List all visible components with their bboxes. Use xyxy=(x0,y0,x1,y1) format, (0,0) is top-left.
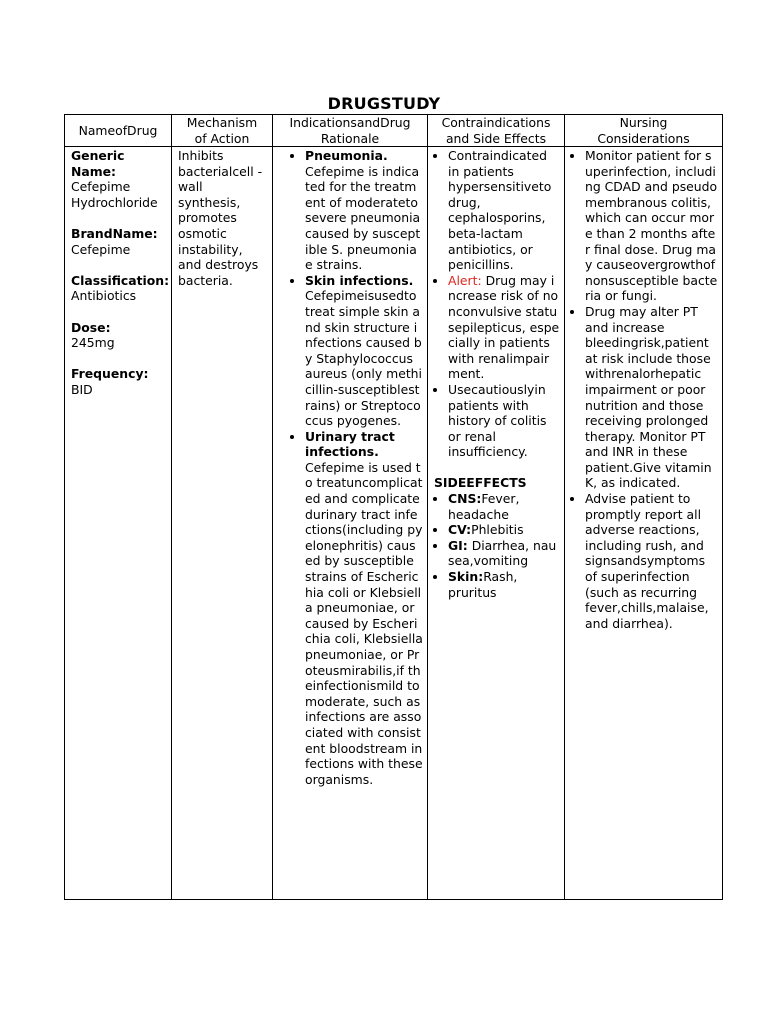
frequency-value: BID xyxy=(71,381,93,397)
header-mechanism: Mechanism of Action xyxy=(172,115,273,147)
contraindication-item: • Contraindicated in patients hypersensitiveto drug, cephalosporins, beta-lactam antibiotics, or penicillins. xyxy=(448,148,560,273)
brand-name-value: Cefepime xyxy=(71,241,131,257)
indication-heading: Skin infections. xyxy=(305,272,414,288)
classification-label: Classification: xyxy=(71,272,170,288)
mechanism-text: Inhibits bacterialcell - wall synthesis, promotes osmotic instability, and destroys bacteria. xyxy=(178,148,263,288)
indication-text: Cefepime is used to treatuncomplicated and complicatedurinary tract infections(including pyelonephritis) caused by susceptible strains of Escherichia coli or Klebsiella pneumoniae, or caused by Escherichia coli, Klebsiella pneumoniae, or Proteusmirabilis,if theinfectionismild to moderate, such as infections are associated with consistent bloodstream infections with these organisms. xyxy=(305,459,423,787)
header-nursing: Nursing Considerations xyxy=(565,115,723,147)
indication-heading: Pneumonia. xyxy=(305,148,388,163)
header-indications: IndicationsandDrug Rationale xyxy=(273,115,428,147)
dose-label: Dose: xyxy=(71,319,111,335)
indication-heading: Urinary tract infections. xyxy=(305,428,395,460)
drug-study-table xyxy=(64,114,723,900)
generic-name-label: Generic Name: xyxy=(71,148,125,179)
dose-value: 245mg xyxy=(71,335,115,351)
side-effect-item: • GI: Diarrhea, nausea,vomiting xyxy=(448,538,560,569)
contraindication-item: • Alert: Drug may increase risk of nonconvulsive statusepilepticus, especially in patients with renalimpairment. xyxy=(448,273,560,382)
drug-row xyxy=(65,147,723,900)
indication-item xyxy=(305,429,423,788)
brand-name-label: BrandName: xyxy=(71,225,158,241)
nursing-item: • Drug may alter PT and increase bleedingrisk,patient at risk include those withrenalorhepatic impairment or poor nutrition and those receiving prolonged therapy. Monitor PT and INR in these patient.Give vitamin K, as indicated. xyxy=(585,304,718,491)
mechanism-cell xyxy=(172,147,273,900)
alert-label: Alert: xyxy=(448,272,482,288)
page-title: DRUGSTUDY xyxy=(327,94,441,113)
frequency-label: Frequency: xyxy=(71,366,149,382)
header-name: NameofDrug xyxy=(65,115,172,147)
contraindication-item: • Usecautiouslyin patients with history of colitis or renal insufficiency. xyxy=(448,382,560,460)
contraindications-cell xyxy=(428,147,565,900)
indication-text: Cefepimeisusedto treat simple skin and skin structure infections caused by Staphylococcus aureus (only methicillin-susceptiblestrains) or Streptococcus pyogenes. xyxy=(305,288,422,429)
nursing-item: • Monitor patient for superinfection, including CDAD and pseudomembranous colitis, which can occur more than 2 months after final dose. Drug may causeovergrowthof nonsusceptible bacteria or fungi. xyxy=(585,148,718,304)
header-row xyxy=(65,115,723,147)
indications-cell xyxy=(273,147,428,900)
indication-item xyxy=(305,273,423,429)
nursing-cell xyxy=(565,147,723,900)
nursing-item: • Advise patient to promptly report all adverse reactions, including rush, and signsandsymptoms of superinfection (such as recurring fever,chills,malaise, and diarrhea). xyxy=(585,491,718,631)
classification-value: Antibiotics xyxy=(71,288,137,304)
side-effect-item: • Skin:Rash, pruritus xyxy=(448,569,560,600)
indication-item xyxy=(305,148,423,273)
side-effect-item: • CV:Phlebitis xyxy=(448,522,560,538)
generic-name-value: Cefepime Hydrochloride xyxy=(71,179,158,210)
side-effects-heading: SIDEEFFECTS xyxy=(434,475,527,491)
header-contraindications: Contraindications and Side Effects xyxy=(428,115,565,147)
drug-name-cell xyxy=(65,147,172,900)
indication-text: Cefepime is indicated for the treatment of moderatetosevere pneumonia caused by susceptible S. pneumoniae strains. xyxy=(305,163,421,273)
side-effect-item: • CNS:Fever, headache xyxy=(448,491,560,522)
